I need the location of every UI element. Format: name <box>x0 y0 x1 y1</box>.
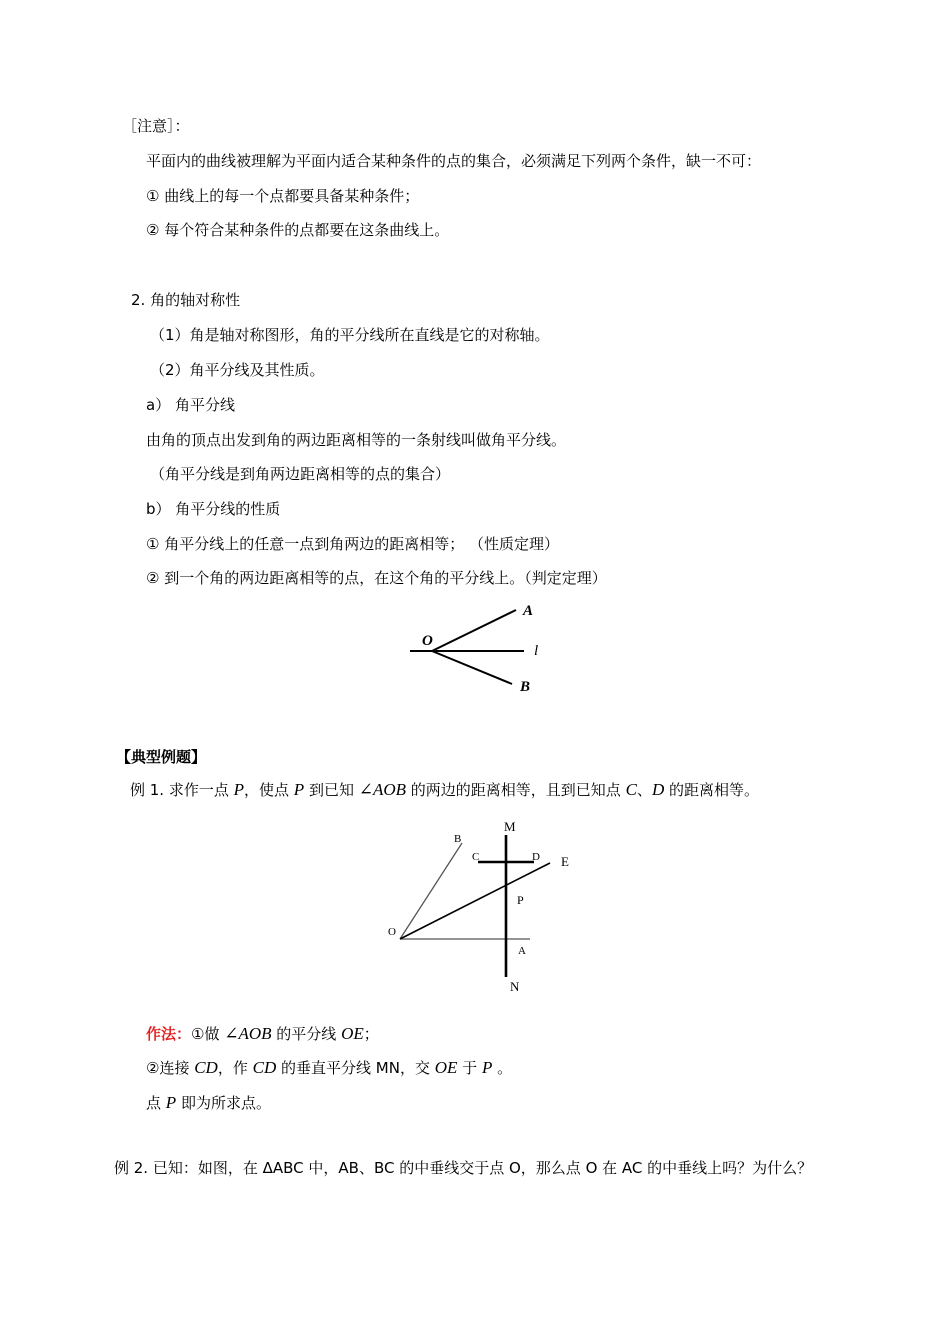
label-b: B <box>520 679 531 695</box>
section2-b-item1: ① 角平分线上的任意一点到角两边的距离相等； （性质定理） <box>146 535 559 553</box>
ex1-t1: 例 1. 求作一点 <box>130 781 234 799</box>
s1-angle: ∠AOB <box>224 1024 272 1043</box>
s1c: ； <box>363 1025 379 1043</box>
s2a: ②连接 <box>146 1059 195 1077</box>
s2-cd2: CD <box>252 1058 277 1077</box>
s2d: 于 <box>457 1059 482 1077</box>
construction-figure <box>380 815 580 1000</box>
section2-b-item2: ② 到一个角的两边距离相等的点，在这个角的平分线上。（判定定理） <box>146 569 607 587</box>
s1a: ①做 <box>191 1025 225 1043</box>
note-title: ［注意］： <box>122 117 190 135</box>
section2-p2: （2）角平分线及其性质。 <box>150 361 325 379</box>
ex1-angle: ∠AOB <box>358 780 407 799</box>
note-item-2: ② 每个符合某种条件的点都要在这条曲线上。 <box>146 221 450 239</box>
label-a: A <box>518 945 526 957</box>
s3a: 点 <box>146 1094 166 1112</box>
section2-a-note: （角平分线是到角两边距离相等的点的集合） <box>150 465 451 483</box>
label-p: P <box>517 893 524 907</box>
bisector-oe <box>400 863 550 939</box>
ex1-p1: P <box>233 780 245 799</box>
section2-heading: 2. 角的轴对称性 <box>131 291 241 309</box>
label-o: O <box>422 633 433 649</box>
ex1-t5: 的距离相等。 <box>664 781 759 799</box>
s2-p: P <box>481 1058 493 1077</box>
s2c: 的垂直平分线 MN，交 <box>276 1059 435 1077</box>
ray-oa <box>432 610 516 651</box>
section2-p1: （1）角是轴对称图形，角的平分线所在直线是它的对称轴。 <box>150 326 550 344</box>
ex1-t3: 到已知 <box>304 781 359 799</box>
s2-cd: CD <box>194 1058 218 1077</box>
example1-text <box>130 780 759 800</box>
label-a: A <box>523 603 534 619</box>
s1b: 的平分线 <box>271 1025 342 1043</box>
ray-ob <box>432 651 512 684</box>
method-step1 <box>146 1024 379 1044</box>
ex1-p2: P <box>293 780 305 799</box>
label-o: O <box>388 926 396 938</box>
ex1-sep: 、 <box>636 781 652 799</box>
s2-oe: OE <box>434 1058 458 1077</box>
label-b: B <box>454 833 462 845</box>
method-step3 <box>146 1093 271 1113</box>
method-step2 <box>146 1058 512 1078</box>
label-c: C <box>472 851 480 863</box>
ray-ob <box>400 843 462 939</box>
ex1-t2: ，使点 <box>244 781 294 799</box>
ex1-t4: 的两边的距离相等，且到已知点 <box>406 781 626 799</box>
s3-p: P <box>165 1093 177 1112</box>
label-l: l <box>534 643 539 659</box>
label-n: N <box>510 979 520 994</box>
section2-a-def: 由角的顶点出发到角的两边距离相等的一条射线叫做角平分线。 <box>146 431 567 449</box>
s3b: 即为所求点。 <box>176 1094 271 1112</box>
note-intro: 平面内的曲线被理解为平面内适合某种条件的点的集合，必须满足下列两个条件，缺一不可： <box>146 152 762 170</box>
section2-a-label: a） 角平分线 <box>146 396 235 414</box>
label-e: E <box>561 854 569 869</box>
ex1-c: C <box>625 780 637 799</box>
s2b: ，作 <box>217 1059 253 1077</box>
method-label: 作法： <box>146 1025 192 1043</box>
section2-b-label: b） 角平分线的性质 <box>146 500 281 518</box>
note-item-1: ① 曲线上的每一个点都要具备某种条件； <box>146 187 420 205</box>
label-m: M <box>504 819 516 834</box>
ex1-d: D <box>651 780 665 799</box>
examples-heading: 【典型例题】 <box>116 748 207 766</box>
s2e: 。 <box>492 1059 513 1077</box>
angle-bisector-figure <box>400 598 560 698</box>
example2-text: 例 2. 已知：如图，在 ΔABC 中，AB、BC 的中垂线交于点 O，那么点 O 在 AC 的中垂线上吗？为什么？ <box>114 1159 813 1177</box>
s1-oe: OE <box>341 1024 364 1043</box>
label-d: D <box>532 851 540 863</box>
